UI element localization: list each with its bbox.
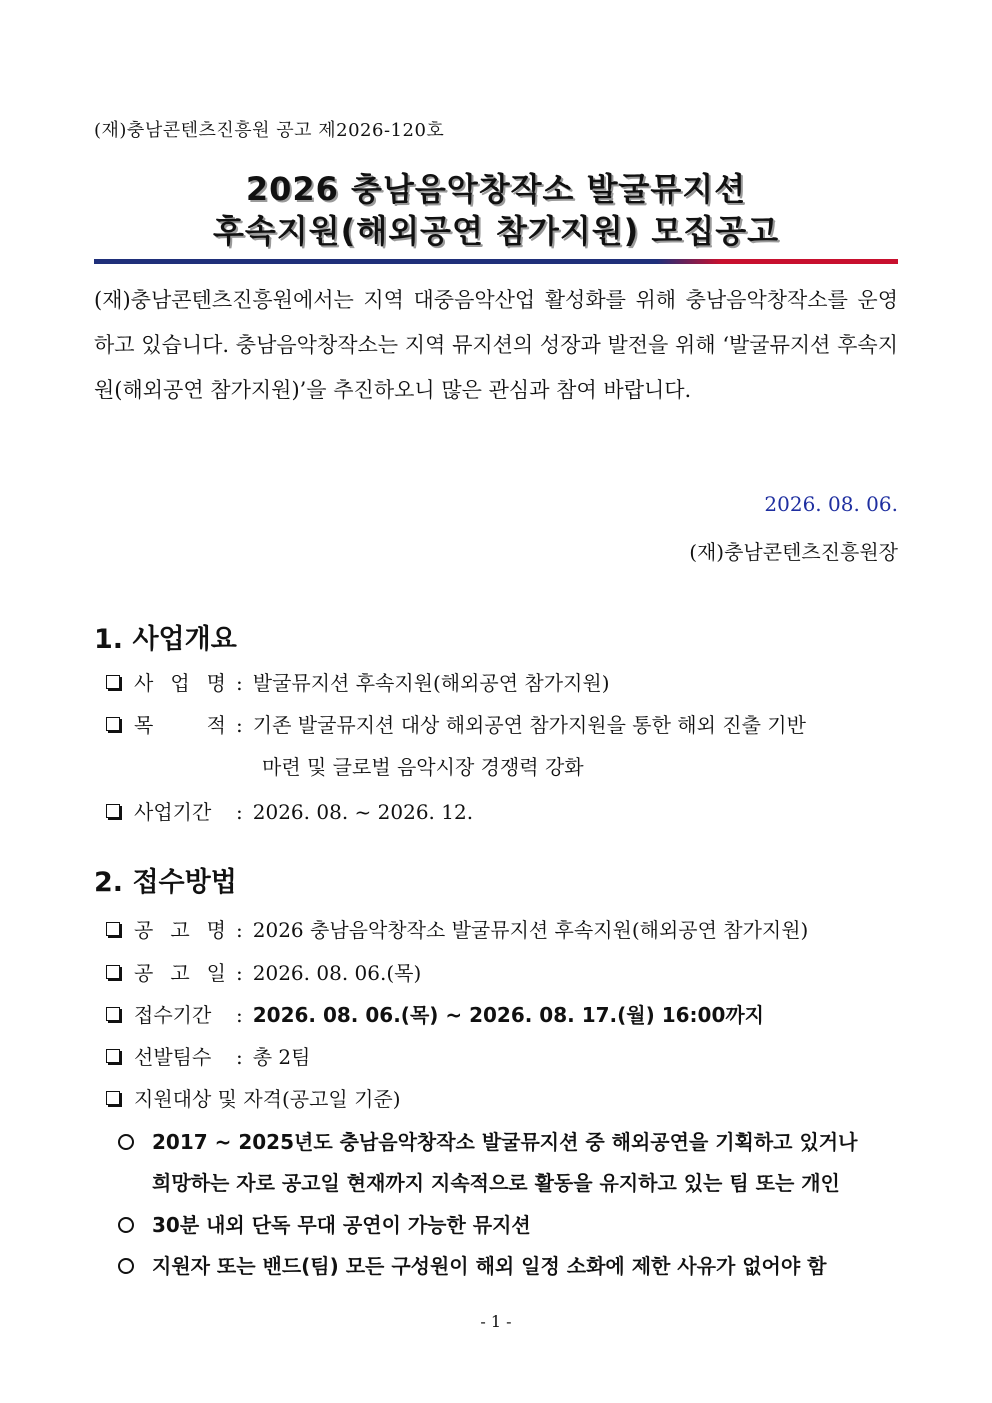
overview-item-name: 사 업 명 : 발굴뮤지션 후속지원(해외공연 참가지원) xyxy=(106,667,610,696)
issuer-name: (재)충남콘텐츠진흥원장 xyxy=(689,540,898,564)
checkbox-square-icon xyxy=(106,922,120,936)
overview-item-period: 사업기간 : 2026. 08. ~ 2026. 12. xyxy=(106,796,473,825)
checkbox-square-icon xyxy=(106,804,120,818)
item-value: 2026. 08. ~ 2026. 12. xyxy=(252,800,474,824)
item-label: 선발팀수 xyxy=(134,1045,212,1069)
application-item-title: 공 고 명 : 2026 충남음악창작소 발굴뮤지션 후속지원(해외공연 참가지원) xyxy=(106,914,808,943)
item-value: 기존 발굴뮤지션 대상 해외공연 참가지원을 통한 해외 진출 기반 xyxy=(252,713,806,737)
criteria-item: 2017 ~ 2025년도 충남음악창작소 발굴뮤지션 중 해외공연을 기획하고 있거나 xyxy=(118,1126,857,1155)
criteria-item-continued: 희망하는 자로 공고일 현재까지 지속적으로 활동을 유지하고 있는 팀 또는 개인 xyxy=(152,1171,840,1195)
circle-bullet-icon xyxy=(118,1134,134,1150)
application-item-period: 접수기간 : 2026. 08. 06.(목) ~ 2026. 08. 17.(월) 16:00까지 xyxy=(106,999,764,1028)
checkbox-square-icon xyxy=(106,965,120,979)
page-title-line2: 후속지원(해외공연 참가지원) 모집공고 xyxy=(212,212,780,250)
item-label: 공 고 명 xyxy=(134,918,226,942)
item-value: 2026. 08. 06.(목) xyxy=(252,961,422,985)
criteria-item: 30분 내외 단독 무대 공연이 가능한 뮤지션 xyxy=(118,1209,531,1238)
item-label: 사 업 명 xyxy=(134,671,226,695)
criteria-item: 지원자 또는 밴드(팀) 모든 구성원이 해외 일정 소화에 제한 사유가 없어야 함 xyxy=(118,1250,826,1279)
overview-item-purpose: 목 적 : 기존 발굴뮤지션 대상 해외공연 참가지원을 통한 해외 진출 기반 xyxy=(106,709,806,738)
notice-date: 2026. 08. 06. xyxy=(764,492,898,516)
item-label: 공 고 일 xyxy=(134,961,226,985)
item-label: 접수기간 xyxy=(134,1003,212,1027)
item-value: 총 2팀 xyxy=(252,1045,311,1069)
section-heading-application: 2. 접수방법 xyxy=(94,867,237,898)
circle-bullet-icon xyxy=(118,1217,134,1233)
page-number: - 1 - xyxy=(480,1312,512,1331)
notice-number: (재)충남콘텐츠진흥원 공고 제2026-120호 xyxy=(94,120,445,141)
item-value: 발굴뮤지션 후속지원(해외공연 참가지원) xyxy=(252,671,610,695)
checkbox-square-icon xyxy=(106,1049,120,1063)
checkbox-square-icon xyxy=(106,675,120,689)
page-title-line1: 2026 충남음악창작소 발굴뮤지션 xyxy=(245,170,747,208)
application-item-eligibility xyxy=(106,1083,401,1112)
application-item-teams: 선발팀수 : 총 2팀 xyxy=(106,1041,310,1070)
circle-bullet-icon xyxy=(118,1258,134,1274)
checkbox-square-icon xyxy=(106,717,120,731)
item-label: 목 적 xyxy=(134,713,226,737)
item-label: 지원대상 및 자격(공고일 기준) xyxy=(134,1087,401,1111)
checkbox-square-icon xyxy=(106,1007,120,1021)
item-label: 사업기간 xyxy=(134,800,212,824)
item-value: 2026 충남음악창작소 발굴뮤지션 후속지원(해외공연 참가지원) xyxy=(252,918,809,942)
item-value: 2026. 08. 06.(목) ~ 2026. 08. 17.(월) 16:00까지 xyxy=(252,1003,764,1027)
item-value-continued: 마련 및 글로벌 음악시장 경쟁력 강화 xyxy=(262,755,584,779)
intro-paragraph: (재)충남콘텐츠진흥원에서는 지역 대중음악산업 활성화를 위해 충남음악창작소를 운영하고 있습니다. 충남음악창작소는 지역 뮤지션의 성장과 발전을 위해 ‘발굴뮤지션 후속지원(해외공연 참가지원)’을 추진하오니 많은 관심과 참여 바랍니다. xyxy=(94,288,898,402)
title-divider xyxy=(94,259,898,264)
application-item-date: 공 고 일 : 2026. 08. 06.(목) xyxy=(106,957,421,986)
section-heading-overview: 1. 사업개요 xyxy=(94,624,237,655)
checkbox-square-icon xyxy=(106,1091,120,1105)
